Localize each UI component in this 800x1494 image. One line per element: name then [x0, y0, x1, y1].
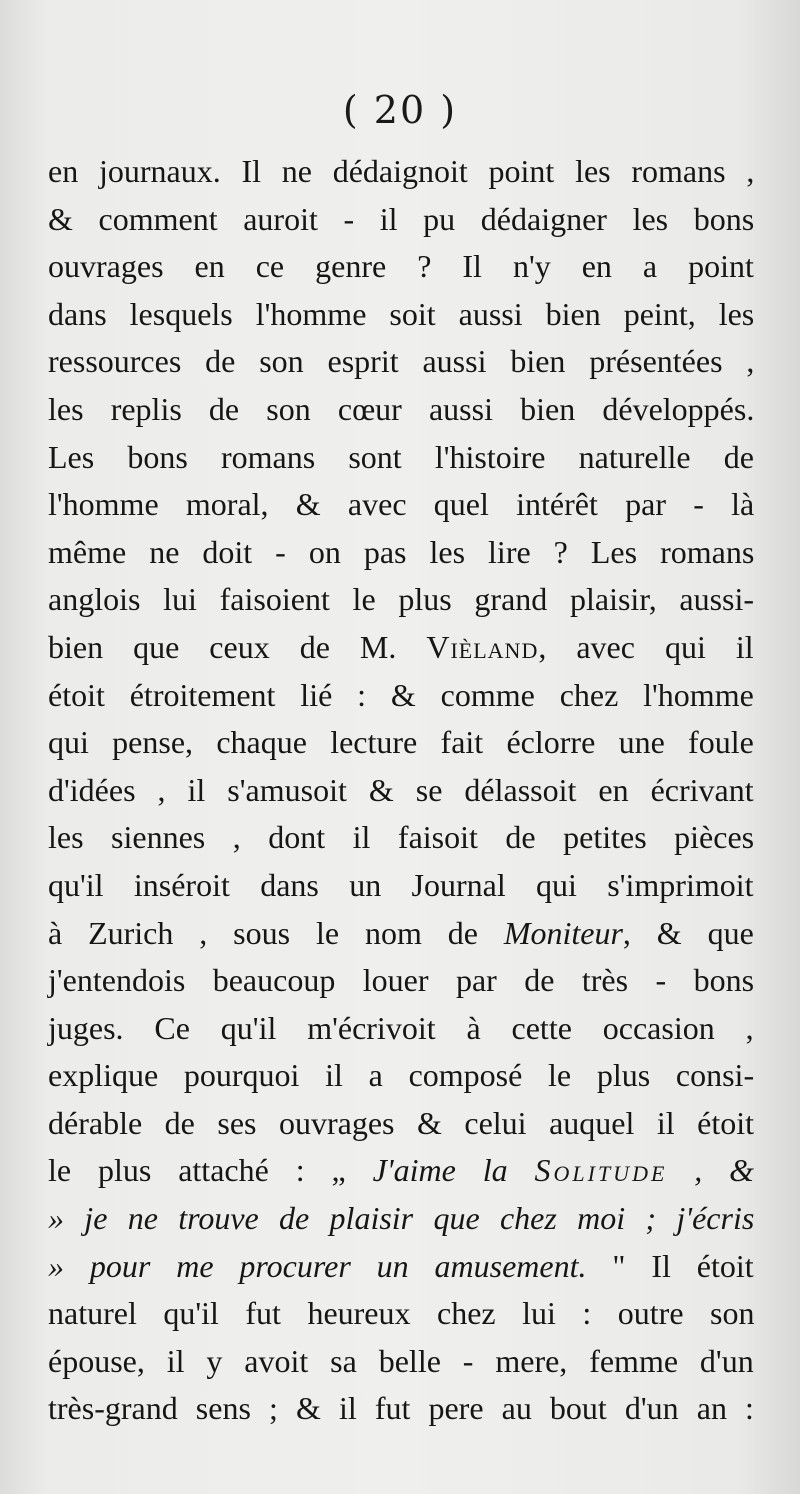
text-run — [508, 1152, 535, 1188]
text-run: les siennes , dont il faisoit de petites pièces — [48, 819, 755, 856]
text-run: très-grand sens ; & il fut pere au bout d'un an : — [48, 1390, 754, 1427]
text-run: naturel qu'il fut heureux chez lui : outre son — [48, 1295, 755, 1332]
text-line — [48, 767, 754, 815]
text-run: d'idées , il s'amusoit & se délassoit en écrivant — [48, 771, 754, 808]
text-line — [48, 196, 754, 244]
text-line — [48, 291, 754, 339]
text-line — [48, 386, 754, 434]
page-number: ( 20 ) — [342, 88, 458, 132]
text-run: ressources de son esprit aussi bien présentées , — [48, 343, 755, 380]
text-line — [48, 862, 754, 910]
text-line — [48, 1338, 754, 1386]
author-name: Vièland — [426, 628, 539, 665]
text-line — [48, 1147, 754, 1195]
text-run: étoit étroitement lié : & comme chez l'homme — [48, 676, 754, 713]
text-line — [48, 148, 754, 196]
text-line — [48, 1243, 754, 1291]
text-run: qui pense, chaque lecture fait éclorre une foule — [48, 724, 754, 761]
body-text — [48, 148, 754, 1433]
quote-text: , & — [667, 1152, 755, 1189]
text-run: j'entendois beaucoup louer par de très - bons — [48, 962, 755, 999]
text-run: Les bons romans sont l'histoire naturelle de — [48, 438, 754, 475]
text-line — [48, 243, 754, 291]
text-run: même ne doit - on pas les lire ? Les romans — [48, 533, 755, 570]
text-run: dans lesquels l'homme soit aussi bien peint, les — [48, 295, 755, 332]
text-line — [48, 672, 754, 720]
quote-text: » pour me procurer un amusement. — [48, 1247, 587, 1284]
text-line — [48, 1195, 754, 1243]
text-line — [48, 1290, 754, 1338]
text-run: " Il étoit — [586, 1247, 754, 1284]
text-run: qu'il inséroit dans un Journal qui s'imprimoit — [48, 866, 754, 903]
quote-text: J'aime la — [372, 1152, 508, 1189]
text-line — [48, 814, 754, 862]
text-run: les replis de son cœur aussi bien développés. — [48, 390, 755, 427]
text-run: épouse, il y avoit sa belle - mere, femme d'un — [48, 1342, 754, 1379]
text-line — [48, 1385, 754, 1433]
quote-emphasis: Solitude — [534, 1152, 668, 1189]
text-run: en journaux. Il ne dédaignoit point les romans , — [48, 153, 755, 189]
text-line — [48, 1052, 754, 1100]
text-run: à Zurich , sous le nom de — [48, 914, 504, 951]
text-run: , avec qui il — [538, 628, 754, 665]
journal-title: Moniteur — [503, 914, 623, 951]
text-line — [48, 624, 754, 672]
text-run: anglois lui faisoient le plus grand plaisir, aussi- — [48, 581, 755, 618]
text-line — [48, 434, 754, 482]
text-line — [48, 481, 754, 529]
text-run: explique pourquoi il a composé le plus consi- — [48, 1057, 755, 1094]
text-line — [48, 576, 754, 624]
text-run: bien que ceux de M. — [48, 628, 427, 665]
text-line — [48, 957, 754, 1005]
text-run: le plus attaché : „ — [48, 1152, 373, 1189]
quote-text: » je ne trouve de plaisir que chez moi ; j'écris — [48, 1200, 755, 1237]
text-line — [48, 338, 754, 386]
text-run: juges. Ce qu'il m'écrivoit à cette occasion , — [48, 1009, 754, 1046]
text-line — [48, 529, 754, 577]
text-run: , & que — [622, 914, 754, 951]
text-line — [48, 910, 754, 958]
text-run: l'homme moral, & avec quel intérêt par - là — [48, 486, 755, 523]
text-line — [48, 1005, 754, 1053]
text-line — [48, 719, 754, 767]
text-run: dérable de ses ouvrages & celui auquel il étoit — [48, 1104, 755, 1141]
text-run: ouvrages en ce genre ? Il n'y en a point — [48, 248, 754, 285]
text-line — [48, 1100, 754, 1148]
text-run: & comment auroit - il pu dédaigner les bons — [48, 200, 755, 237]
